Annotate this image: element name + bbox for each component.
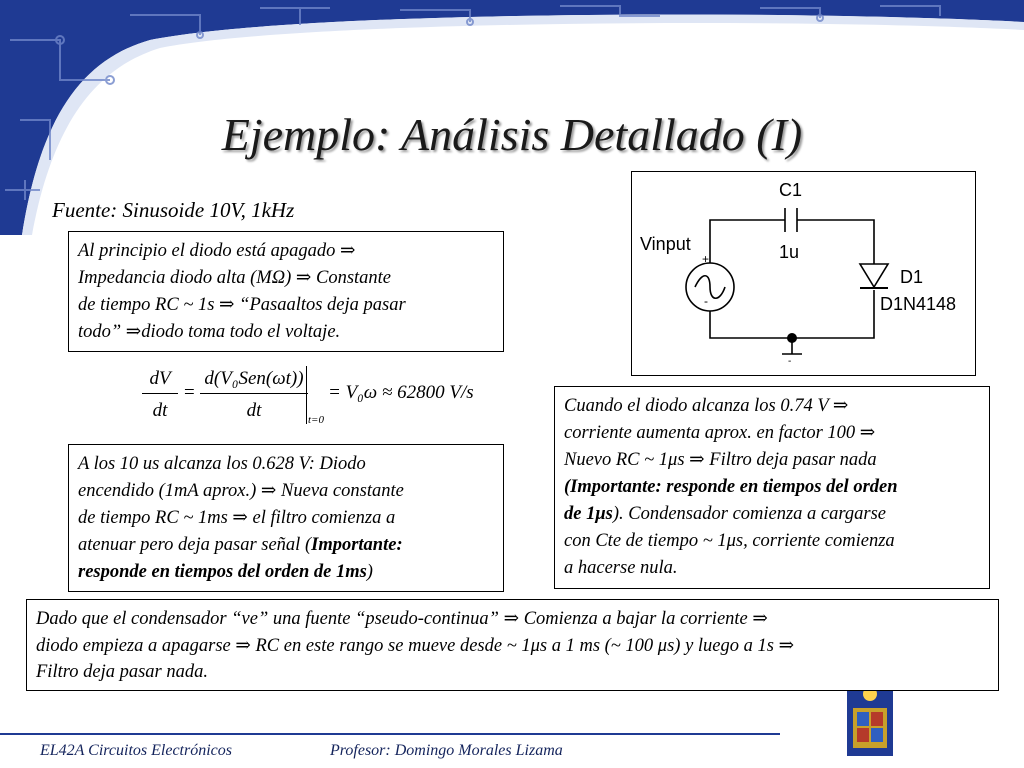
eq-result: = V₀ω ≈ 62800 V/s <box>328 382 474 403</box>
derivative-equation <box>130 364 500 434</box>
box2-emphasis: responde en tiempos del orden de 1ms <box>78 562 367 582</box>
box2-line: A los 10 us alcanza los 0.628 V: Diodo <box>78 454 366 474</box>
box4-line: diodo empieza a apagarse ⇒ RC en este rango se mueve desde ~ 1μs a 1 ms (~ 100 μs) y luego a 1s ⇒ <box>36 635 795 656</box>
diode-full-on-box <box>554 386 990 589</box>
box1-line: Impedancia diodo alta (MΩ) ⇒ Constante <box>78 268 392 288</box>
box3-line: con Cte de tiempo ~ 1μs, corriente comienza <box>564 531 895 551</box>
c1-label: C1 <box>779 180 803 200</box>
eq-eval-bar <box>306 366 307 424</box>
d1-part: D1N4148 <box>880 294 957 314</box>
circuit-drawing <box>632 172 977 377</box>
box3-emphasis: ( <box>564 477 571 497</box>
box4-line: Dado que el condensador “ve” una fuente “pseudo-continua” ⇒ Comienza a bajar la corriente ⇒ <box>36 609 768 629</box>
source-text: Fuente: Sinusoide 10V, 1kHz <box>52 198 295 222</box>
d1-label: D1 <box>900 267 924 287</box>
page-title: Ejemplo: Análisis Detallado (I) <box>221 109 803 160</box>
minus-sign: - <box>704 294 708 308</box>
box1-line: de tiempo RC ~ 1s ⇒ “Pasaaltos deja pasar <box>78 295 406 315</box>
diode-on-box <box>68 444 504 592</box>
ground-mark: - <box>788 356 792 367</box>
eq-equals: = <box>184 382 195 403</box>
course-name: EL42A Circuitos Electrónicos <box>40 742 232 759</box>
circuit-schematic <box>631 171 976 376</box>
box3-text: ). Condensador comienza a cargarse <box>612 504 887 524</box>
box3-line: Cuando el diodo alcanza los 0.74 V ⇒ <box>564 396 849 416</box>
source-label: Vinput <box>640 234 691 254</box>
footer-rule <box>0 733 780 735</box>
box2-line: de tiempo RC ~ 1ms ⇒ el filtro comienza a <box>78 508 396 528</box>
eq-num-1: dV <box>149 368 171 389</box>
eq-den-2: dt <box>246 400 262 421</box>
eq-num-2: d(V₀Sen(ωt)) <box>204 368 304 389</box>
box3-line: corriente aumenta aprox. en factor 100 ⇒ <box>564 423 876 443</box>
box3-emphasis: de 1μs <box>564 504 613 524</box>
box2-text: atenuar pero deja pasar señal ( <box>78 535 312 555</box>
conclusion-box <box>26 599 999 691</box>
box3-emphasis: Importante: responde en tiempos del orden <box>570 477 898 497</box>
eq-eval-point: t=0 <box>308 414 324 426</box>
box2-text: ) <box>366 562 373 582</box>
box3-line: Nuevo RC ~ 1μs ⇒ Filtro deja pasar nada <box>564 450 877 470</box>
initial-state-box <box>68 231 504 352</box>
box2-emphasis: Importante: <box>311 535 403 555</box>
eq-den-1: dt <box>152 400 168 421</box>
plus-sign: + <box>702 252 710 266</box>
box1-line: Al principio el diodo está apagado ⇒ <box>78 241 356 261</box>
box3-line <box>564 474 980 501</box>
box1-line: todo” ⇒diodo toma todo el voltaje. <box>78 322 341 342</box>
box2-line: encendido (1mA aprox.) ⇒ Nueva constante <box>78 481 404 501</box>
box3-line <box>564 501 980 528</box>
box2-line <box>78 559 494 586</box>
university-logo <box>847 684 893 756</box>
diode-symbol <box>860 264 888 287</box>
c1-value: 1u <box>779 242 800 262</box>
box4-line: Filtro deja pasar nada. <box>36 662 208 682</box>
box2-line <box>78 532 494 559</box>
eq-fraction-bar <box>142 393 178 394</box>
professor-name: Profesor: Domingo Morales Lizama <box>330 742 563 759</box>
eq-fraction-bar <box>200 393 308 394</box>
box3-line: a hacerse nula. <box>564 558 678 578</box>
